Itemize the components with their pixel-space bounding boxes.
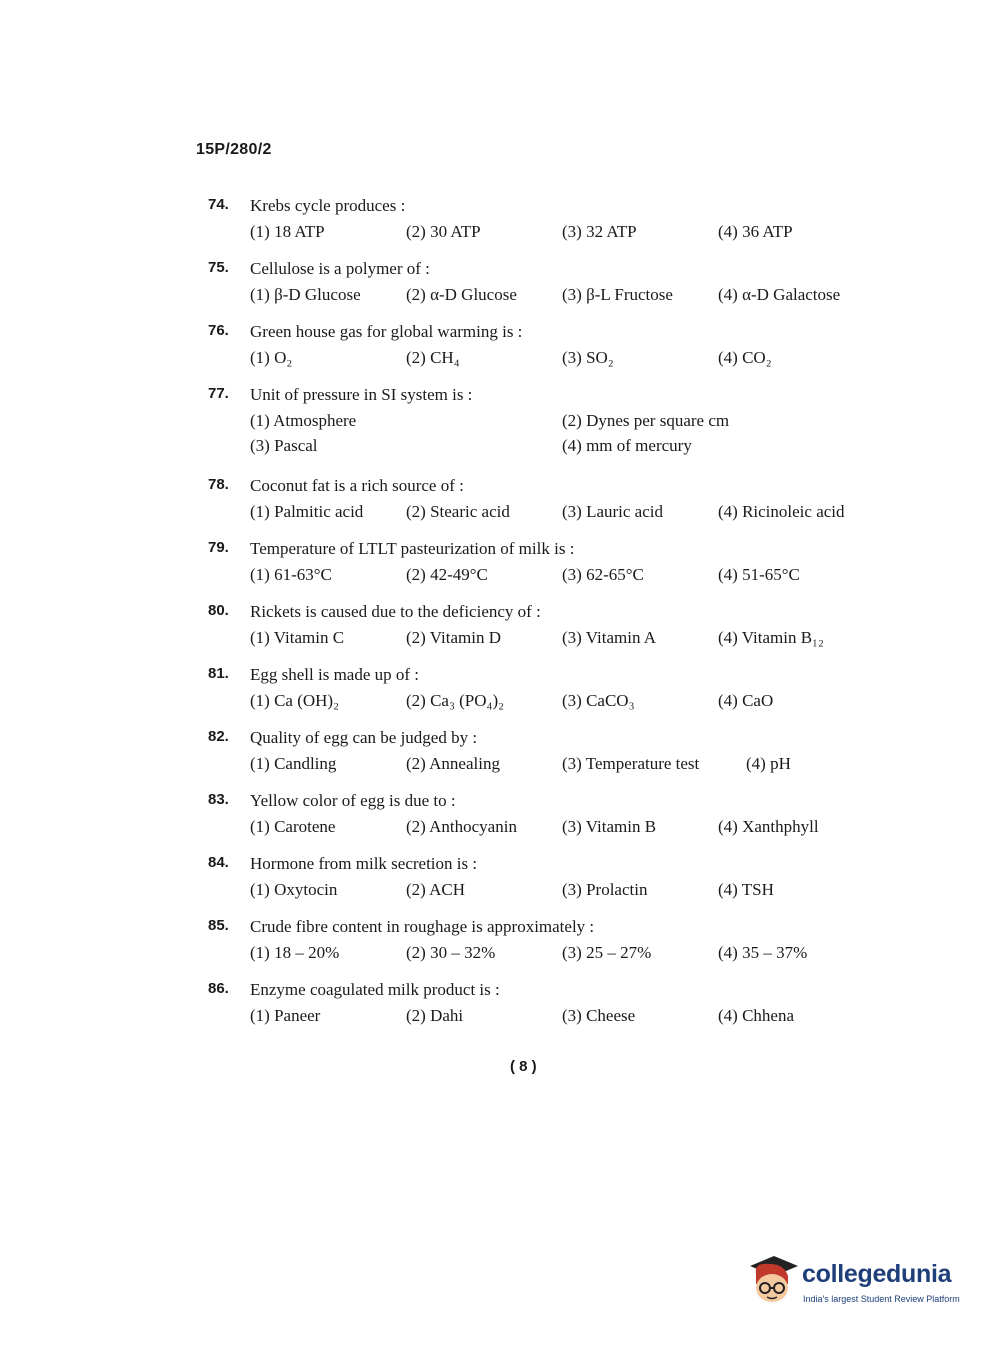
option-1: (1) Paneer — [250, 1006, 321, 1025]
question-77 — [200, 385, 900, 476]
question-number: 76. — [208, 322, 229, 339]
option-3: (3) Vitamin A — [562, 628, 657, 647]
option-2: (2) Vitamin D — [406, 628, 501, 647]
question-number: 79. — [208, 539, 229, 556]
question-85 — [200, 917, 900, 980]
question-number: 84. — [208, 854, 229, 871]
option-3: (3) 25 – 27% — [562, 943, 652, 962]
option-4: (4) CaO — [718, 691, 774, 710]
option-2: (2) Anthocyanin — [406, 817, 517, 836]
graduate-mascot-icon — [742, 1252, 800, 1310]
question-81 — [200, 665, 900, 728]
option-4: (4) CO₂ — [718, 348, 772, 367]
question-number: 75. — [208, 259, 229, 276]
option-3: (3) 62-65°C — [562, 565, 644, 584]
option-3: (3) Vitamin B — [562, 817, 657, 836]
option-2: (2) α-D Glucose — [406, 285, 517, 304]
paper-code: 15P/280/2 — [196, 141, 272, 158]
question-stem: Quality of egg can be judged by : — [250, 728, 478, 747]
option-1: (1) Carotene — [250, 817, 336, 836]
question-number: 82. — [208, 728, 229, 745]
option-3: (3) Cheese — [562, 1006, 636, 1025]
option-1: (1) Candling — [250, 754, 337, 773]
option-3: (3) β-L Fructose — [562, 285, 673, 304]
question-stem: Enzyme coagulated milk product is : — [250, 980, 500, 999]
question-stem: Cellulose is a polymer of : — [250, 259, 430, 278]
question-76 — [200, 322, 900, 385]
question-78 — [200, 476, 900, 539]
option-1: (1) 18 – 20% — [250, 943, 340, 962]
question-86 — [200, 980, 900, 1043]
question-stem: Yellow color of egg is due to : — [250, 791, 456, 810]
option-4: (4) mm of mercury — [562, 436, 692, 455]
option-1: (1) 61-63°C — [250, 565, 332, 584]
option-1: (1) O₂ — [250, 348, 293, 367]
option-1: (1) Vitamin C — [250, 628, 345, 647]
question-number: 80. — [208, 602, 229, 619]
option-4: (4) α-D Galactose — [718, 285, 841, 304]
question-number: 78. — [208, 476, 229, 493]
brand-watermark — [742, 1252, 972, 1312]
question-stem: Green house gas for global warming is : — [250, 322, 523, 341]
option-2: (2) ACH — [406, 880, 466, 899]
question-74 — [200, 196, 900, 259]
option-4: (4) TSH — [718, 880, 774, 899]
option-1: (1) Atmosphere — [250, 411, 357, 430]
brand-tagline: India's largest Student Review Platform — [803, 1294, 960, 1304]
option-2: (2) 30 ATP — [406, 222, 481, 241]
question-number: 81. — [208, 665, 229, 682]
question-stem: Temperature of LTLT pasteurization of milk is : — [250, 539, 575, 558]
question-stem: Krebs cycle produces : — [250, 196, 406, 215]
question-stem: Hormone from milk secretion is : — [250, 854, 478, 873]
question-80 — [200, 602, 900, 665]
option-4: (4) 51-65°C — [718, 565, 800, 584]
question-stem: Crude fibre content in roughage is approximately : — [250, 917, 595, 936]
question-stem: Egg shell is made up of : — [250, 665, 420, 684]
page-number: ( 8 ) — [510, 1058, 537, 1075]
option-2: (2) Stearic acid — [406, 502, 510, 521]
option-1: (1) 18 ATP — [250, 222, 325, 241]
option-1: (1) Palmitic acid — [250, 502, 364, 521]
option-4: (4) pH — [746, 754, 791, 773]
question-number: 85. — [208, 917, 229, 934]
option-2: (2) Dynes per square cm — [562, 411, 730, 430]
option-1: (1) Oxytocin — [250, 880, 338, 899]
question-number: 77. — [208, 385, 229, 402]
question-79 — [200, 539, 900, 602]
question-stem: Unit of pressure in SI system is : — [250, 385, 473, 404]
option-2: (2) 42-49°C — [406, 565, 488, 584]
option-3: (3) Temperature test — [562, 754, 700, 773]
option-2: (2) CH₄ — [406, 348, 460, 367]
option-3: (3) Prolactin — [562, 880, 648, 899]
question-number: 86. — [208, 980, 229, 997]
option-4: (4) Xanthphyll — [718, 817, 819, 836]
question-number: 74. — [208, 196, 229, 213]
question-stem: Rickets is caused due to the deficiency of : — [250, 602, 541, 621]
option-3: (3) Lauric acid — [562, 502, 663, 521]
question-number: 83. — [208, 791, 229, 808]
question-stem: Coconut fat is a rich source of : — [250, 476, 464, 495]
option-3: (3) CaCO₃ — [562, 691, 635, 710]
option-4: (4) Ricinoleic acid — [718, 502, 845, 521]
option-3: (3) Pascal — [250, 436, 318, 455]
option-1: (1) β-D Glucose — [250, 285, 361, 304]
question-82 — [200, 728, 900, 791]
option-2: (2) Ca₃ (PO₄)₂ — [406, 691, 505, 710]
question-list — [200, 196, 900, 1043]
question-75 — [200, 259, 900, 322]
option-3: (3) SO₂ — [562, 348, 614, 367]
option-1: (1) Ca (OH)₂ — [250, 691, 340, 710]
option-4: (4) Vitamin B₁₂ — [718, 628, 824, 647]
option-4: (4) Chhena — [718, 1006, 795, 1025]
brand-name: collegedunia — [802, 1260, 952, 1288]
option-4: (4) 35 – 37% — [718, 943, 808, 962]
option-3: (3) 32 ATP — [562, 222, 637, 241]
option-2: (2) 30 – 32% — [406, 943, 496, 962]
question-84 — [200, 854, 900, 917]
option-2: (2) Annealing — [406, 754, 500, 773]
option-4: (4) 36 ATP — [718, 222, 793, 241]
question-83 — [200, 791, 900, 854]
option-2: (2) Dahi — [406, 1006, 464, 1025]
